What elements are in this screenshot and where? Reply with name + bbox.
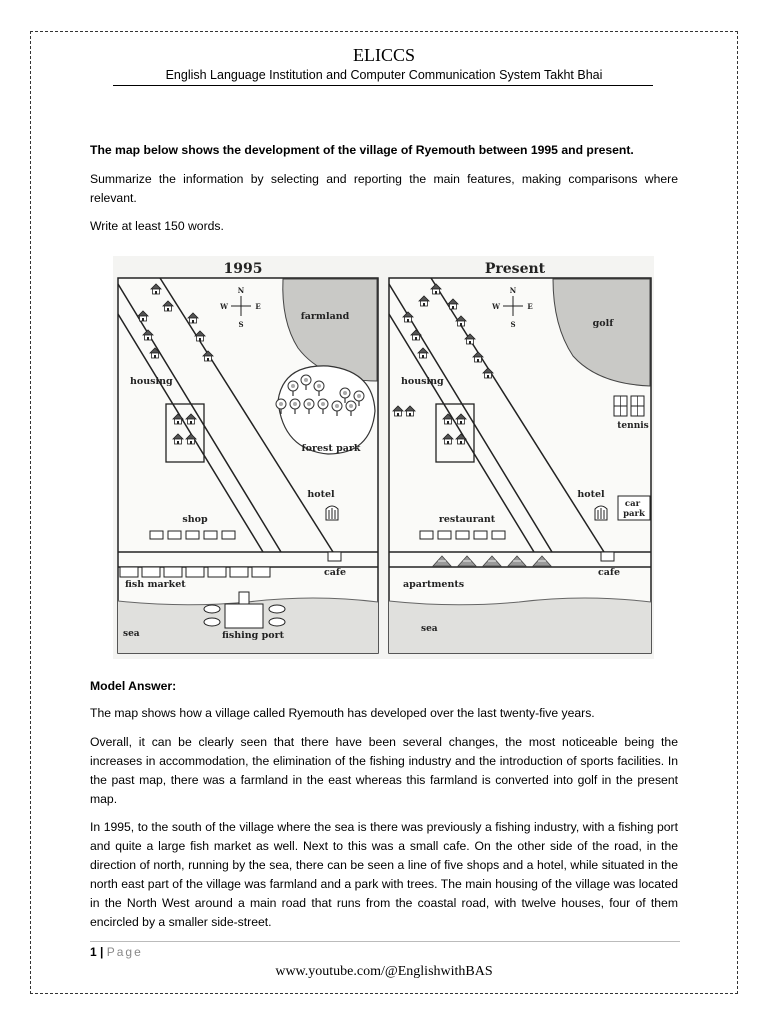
label-sea-present: sea: [421, 624, 438, 634]
org-name: ELICCS: [352, 45, 415, 65]
label-apartments: apartments: [403, 579, 465, 590]
page-label: Page: [106, 945, 143, 959]
label-tennis: tennis: [617, 421, 649, 431]
svg-text:S: S: [238, 320, 244, 329]
ryemouth-maps-figure: [113, 256, 654, 659]
task-word-count: Write at least 150 words.: [90, 219, 224, 233]
svg-text:W: W: [492, 302, 500, 311]
label-restaurant: restaurant: [438, 514, 496, 525]
task-instruction: Summarize the information by selecting and reporting the main features, making comparisons where relevant.: [90, 172, 678, 205]
answer-paragraph-3: In 1995, to the south of the village where the sea is there was previously a fishing industry, with a fishing port and quite a large fish market as well. Next to this was a small cafe. On the other side of the road, in the direction of north, running by the sea, there can be seen a line of five shops and a hotel, while situated in the north east part of the village was farmland and a park with trees. The main housing of the village was located in the North West around a main road that runs from the coastal road, with twelve houses, four of them encircled by a smaller side-street.: [90, 820, 678, 929]
label-fishing-port: fishing port: [221, 630, 285, 641]
footer-url: www.youtube.com/@EnglishwithBAS: [275, 964, 493, 979]
label-sea-1995: sea: [123, 629, 140, 639]
label-hotel-present: hotel: [577, 489, 605, 500]
svg-text:N: N: [237, 286, 245, 295]
svg-text:E: E: [255, 302, 261, 311]
answer-heading: Model Answer:: [90, 679, 177, 693]
svg-text:S: S: [510, 320, 516, 329]
map-title-present: Present: [484, 261, 546, 277]
page-number-value: 1: [90, 945, 97, 959]
svg-text:E: E: [527, 302, 533, 311]
map-title-1995: 1995: [223, 261, 263, 277]
label-fish-market: fish market: [125, 579, 186, 590]
answer-paragraph-2: Overall, it can be clearly seen that there have been several changes, the most noticeable being the increases in accommodation, the elimination of the fishing industry and the introduction of sports facilities. In the past map, there was a farmland in the east whereas this farmland is converted into golf in the present map.: [90, 735, 678, 806]
label-car-park: car park: [623, 499, 645, 519]
footer-rule: [90, 941, 680, 942]
map-present: [389, 261, 651, 653]
label-cafe-present: cafe: [597, 567, 621, 578]
svg-text:W: W: [220, 302, 228, 311]
map-1995: [118, 261, 378, 653]
label-car-park-text: car: [624, 499, 641, 509]
label-shop: shop: [182, 514, 208, 525]
page-number: [90, 944, 143, 960]
label-housing-present: housing: [401, 376, 444, 387]
header-rule: [113, 85, 653, 86]
label-hotel-1995: hotel: [307, 489, 335, 500]
page-number-separator: |: [100, 945, 104, 959]
label-housing-1995: housing: [130, 376, 173, 387]
label-golf: golf: [592, 318, 614, 329]
task-prompt: The map below shows the development of the village of Ryemouth between 1995 and present.: [90, 143, 634, 157]
org-subtitle: English Language Institution and Computer Communication System Takht Bhai: [165, 68, 603, 82]
document-header: [0, 44, 768, 84]
svg-text:N: N: [509, 286, 517, 295]
label-cafe-1995: cafe: [323, 567, 347, 578]
label-farmland: farmland: [300, 311, 350, 322]
answer-paragraph-1: The map shows how a village called Ryemouth has developed over the last twenty-five years.: [90, 706, 595, 720]
label-forest-park: forest park: [301, 443, 361, 454]
